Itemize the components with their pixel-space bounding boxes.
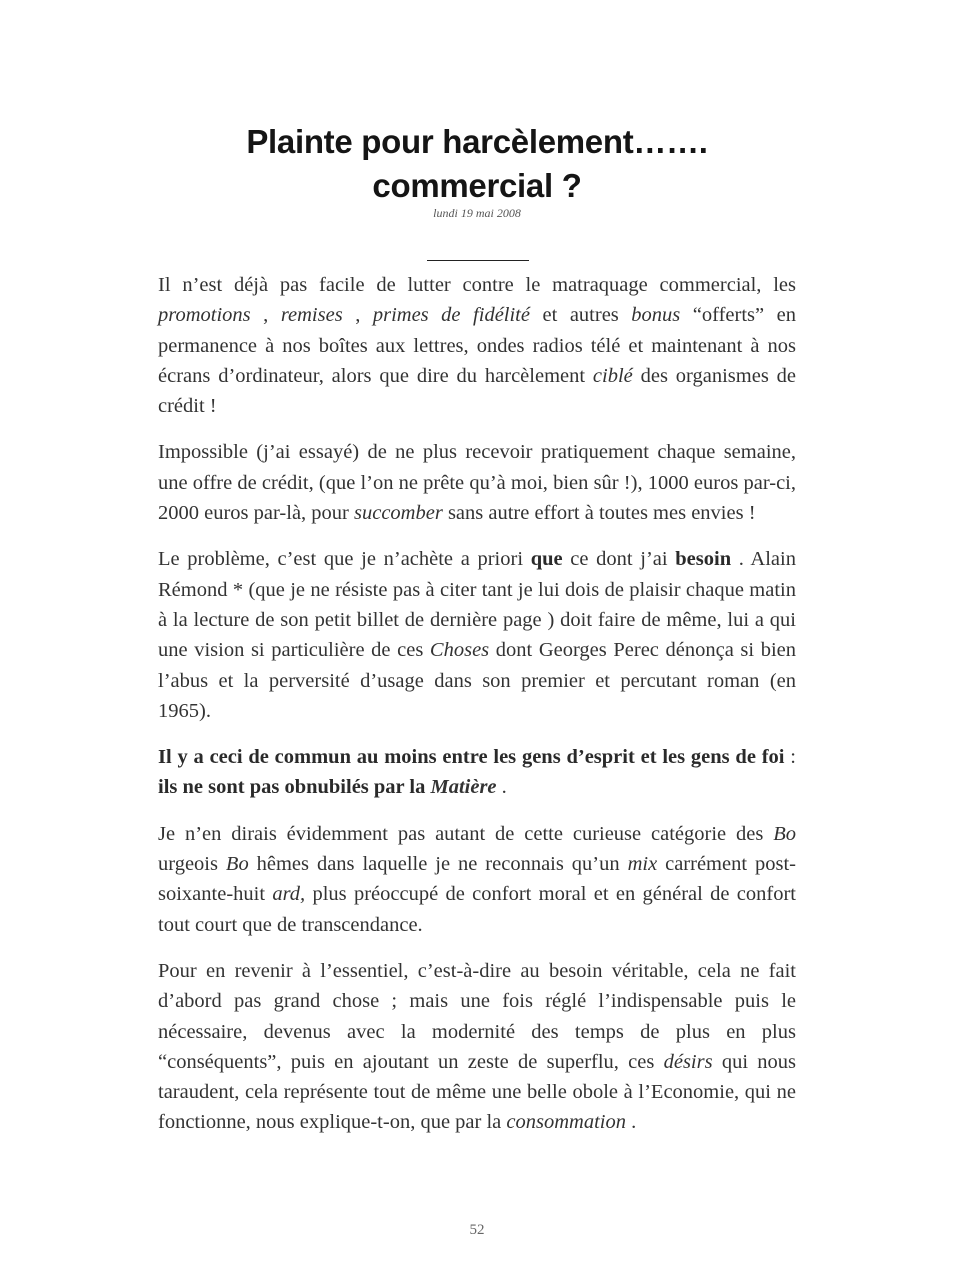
paragraph-1: Il n’est déjà pas facile de lutter contre le matraquage commercial, les promotions , remises , primes de fidélité et autres bonus “offerts” en permanence à nos boîtes aux lettres, ondes radios télé et maintenant à nos écrans d’ordinateur, alors que dire du harcèlement ciblé des organismes de crédit ! (158, 274, 796, 418)
page-number: 52 (469, 1222, 485, 1238)
paragraph-3: Le problème, c’est que je n’achète a priori que ce dont j’ai besoin . Alain Rémond * (que je ne résiste pas à citer tant je lui dois de plaisir chaque matin à la lecture de son petit billet de dernière page ) doit faire de même, lui a qui une vision si particulière de ces Choses dont Georges Perec dénonça si bien l’abus et la perversité d’usage dans son premier et percutant roman (en 1965). (158, 548, 796, 722)
title-divider (427, 260, 529, 261)
paragraph-5: Je n’en dirais évidemment pas autant de cette curieuse catégorie des Bo urgeois Bo hêmes dans laquelle je ne reconnais qu’un mix carrément post-soixante-huit ard, plus préoccupé de confort moral et en général de confort tout court que de transcendance. (158, 822, 796, 936)
paragraph-4: Il y a ceci de commun au moins entre les gens d’esprit et les gens de foi : ils ne sont pas obnubilés par la Matière . (158, 746, 796, 799)
paragraph-6: Pour en revenir à l’essentiel, c’est-à-dire au besoin véritable, cela ne fait d’abord pas grand chose ; mais une fois réglé l’indispensable puis le nécessaire, devenus avec la modernité des temps de plus en plus “conséquents”, puis en ajoutant un zeste de superflu, ces désirs qui nous taraudent, cela représente tout de même une belle obole à l’Economie, qui ne fonctionne, nous explique-t-on, que par la consommation . (158, 959, 796, 1134)
page-title (0, 120, 954, 208)
article-body (158, 270, 796, 1154)
title-line-2: commercial ? (372, 167, 582, 204)
paragraph-2: Impossible (j’ai essayé) de ne plus recevoir pratiquement chaque semaine, une offre de crédit, (que l’on ne prête qu’à moi, bien sûr !), 1000 euros par-ci, 2000 euros par-là, pour succomber sans autre effort à toutes mes envies ! (158, 441, 796, 525)
title-line-1: Plainte pour harcèlement……. (246, 123, 708, 160)
post-date: lundi 19 mai 2008 (433, 206, 521, 220)
